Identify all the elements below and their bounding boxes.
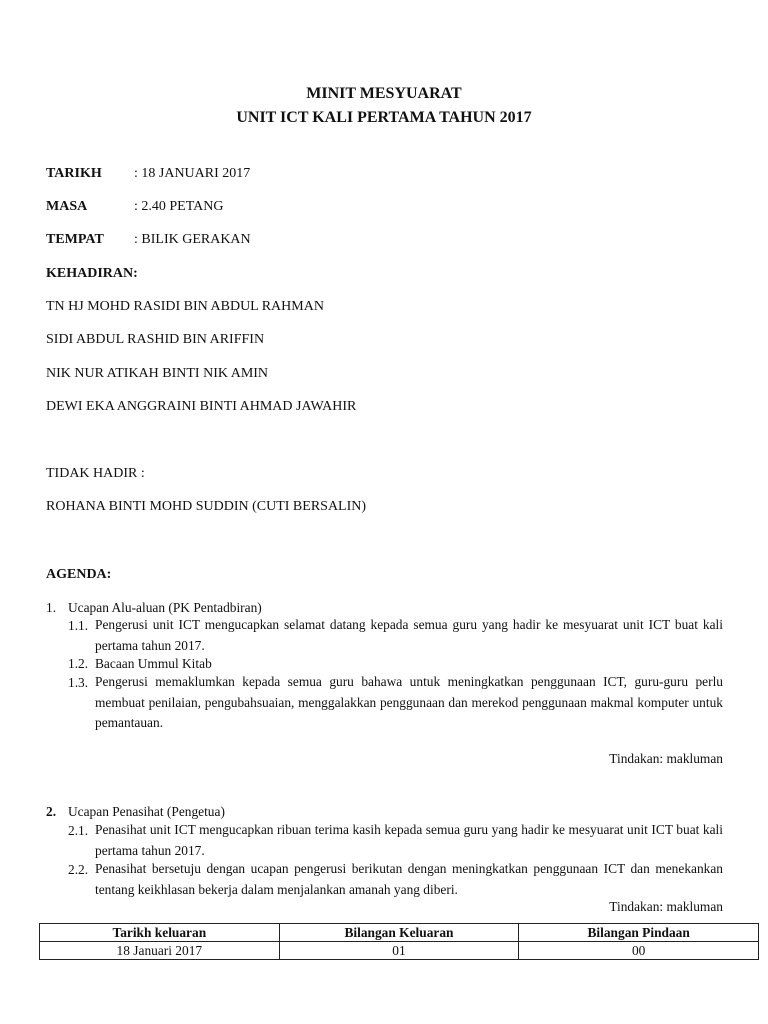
sub-item-number: 2.2. [68,862,89,877]
sub-item-text: Pengerusi memaklumkan kepada semua guru bahawa untuk meningkatkan penggunaan ICT, guru-guru perlu membuat penilaian, pengubahsuaian, menggalakkan penggunaan dan merekod penggunaan makmal komputer untuk pemantauan. [95,674,723,730]
agenda-heading: AGENDA: [46,567,112,582]
table-cell: 00 [519,942,759,960]
sub-item-number: 1.2. [68,656,89,671]
agenda-item-title: Ucapan Alu-aluan (PK Pentadbiran) [68,600,262,615]
attendance-heading: KEHADIRAN: [46,266,138,281]
sub-item-text: Penasihat unit ICT mengucapkan ribuan terima kasih kepada semua guru yang hadir ke mesyuarat unit ICT buat kali pertama tahun 2017. [95,822,723,858]
table-header-cell: Bilangan Keluaran [279,924,519,942]
table-header-row [40,924,759,942]
attendee-name: DEWI EKA ANGGRAINI BINTI AHMAD JAWAHIR [46,399,357,414]
document-control-table [39,923,759,960]
sub-item-text: Bacaan Ummul Kitab [95,656,212,671]
time-label: MASA [46,199,88,214]
venue-label: TEMPAT [46,232,104,247]
attendee-name: TN HJ MOHD RASIDI BIN ABDUL RAHMAN [46,299,324,314]
table-cell: 18 Januari 2017 [40,942,280,960]
action-note: Tindakan: makluman [609,751,723,766]
absent-name: ROHANA BINTI MOHD SUDDIN (CUTI BERSALIN) [46,499,367,514]
document-subtitle: UNIT ICT KALI PERTAMA TAHUN 2017 [236,109,532,126]
sub-item-text: Penasihat bersetuju dengan ucapan pengerusi berikutan dengan meningkatkan penggunaan ICT dan menekankan tentang keikhlasan bekerja dalam menjalankan amanah yang diberi. [95,861,723,897]
table-row [40,942,759,960]
table-cell: 01 [279,942,519,960]
table-header-cell: Tarikh keluaran [40,924,280,942]
sub-item-number: 1.3. [68,675,89,690]
sub-item-number: 1.1. [68,618,89,633]
attendee-name: SIDI ABDUL RASHID BIN ARIFFIN [46,332,265,347]
sub-item-number: 2.1. [68,823,89,838]
date-label: TARIKH [46,166,102,181]
action-note: Tindakan: makluman [609,899,723,914]
time-value: : 2.40 PETANG [134,199,224,214]
agenda-item-number: 2. [46,804,57,819]
absent-heading: TIDAK HADIR : [46,466,145,481]
date-value: : 18 JANUARI 2017 [134,166,251,181]
agenda-item-number: 1. [46,600,57,615]
attendee-name: NIK NUR ATIKAH BINTI NIK AMIN [46,366,269,381]
venue-value: : BILIK GERAKAN [134,232,251,247]
agenda-item-title: Ucapan Penasihat (Pengetua) [68,804,225,819]
document-title: MINIT MESYUARAT [306,85,462,102]
sub-item-text: Pengerusi unit ICT mengucapkan selamat datang kepada semua guru yang hadir ke mesyuarat unit ICT buat kali pertama tahun 2017. [95,617,723,653]
table-header-cell: Bilangan Pindaan [519,924,759,942]
